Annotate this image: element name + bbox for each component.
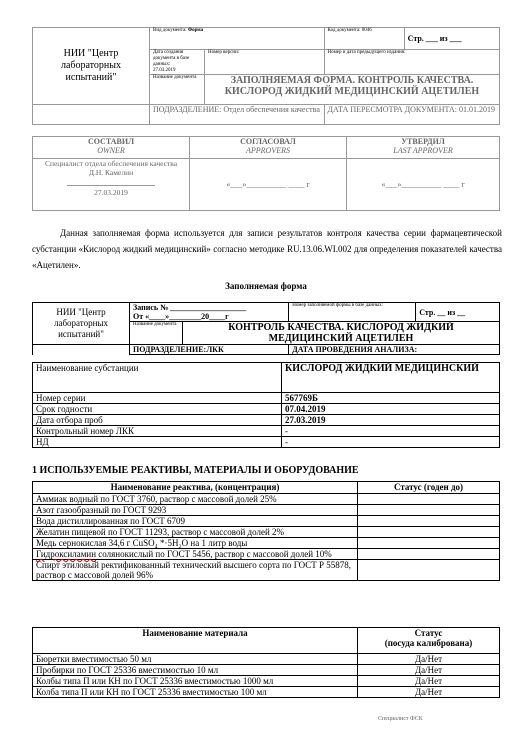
- approved-date: «___»__________ ____ г: [347, 159, 500, 211]
- table-row: [33, 687, 500, 698]
- table-row: [33, 538, 500, 549]
- composed-header: СОСТАВИЛ OWNER: [33, 137, 190, 159]
- agreed-header: СОГЛАСОВАЛ APPROVERS: [190, 137, 347, 159]
- doc-title: ЗАПОЛНЯЕМАЯ ФОРМА. КОНТРОЛЬ КАЧЕСТВА. КИСЛОРОД ЖИДКИЙ МЕДИЦИНСКИЙ АЦЕТИЛЕН: [205, 75, 500, 105]
- form-page-counter: Стр. __ из __: [416, 303, 500, 322]
- reagent-name: Аммиак водный по ГОСТ 3760, раствор с массовой долей 25%: [33, 494, 358, 505]
- material-status: Да/Нет: [358, 654, 500, 665]
- table-row: [33, 393, 500, 404]
- org-name: НИИ "Центр лабораторных испытаний": [33, 28, 150, 105]
- doc-code: Код документа: 0046: [324, 28, 404, 50]
- substance-info-table: [32, 362, 500, 448]
- info-value: КИСЛОРОД ЖИДКИЙ МЕДИЦИНСКИЙ: [282, 363, 500, 393]
- material-status: Да/Нет: [358, 676, 500, 687]
- created-cell: Дата создания документа в базе данных: 27.03.2019: [150, 50, 205, 75]
- table-row: [33, 437, 500, 448]
- table-row: [33, 676, 500, 687]
- materials-table: [32, 627, 500, 698]
- reagent-name: Спирт этиловый ректификованный технический высшего сорта по ГОСТ Р 55878, раствор с массовой долей 96%: [33, 560, 358, 581]
- table-row: [33, 426, 500, 437]
- status-col-header: Статус (годен до): [358, 482, 500, 494]
- form-title: Заполняемая форма: [225, 281, 307, 291]
- document-header-table: [32, 27, 500, 125]
- reagent-name: Желатин пищевой по ГОСТ 11293, раствор с массовой долей 2%: [33, 527, 358, 538]
- owner-signature: Специалист отдела обеспечения качества Д.Н. Камелин 27.03.2019: [33, 159, 190, 211]
- approval-table: [32, 136, 500, 211]
- analysis-date-label: ДАТА ПРОВЕДЕНИЯ АНАЛИЗА:: [289, 345, 500, 355]
- info-value: -: [282, 437, 500, 448]
- table-row: [33, 363, 500, 393]
- table-row: [33, 415, 500, 426]
- table-row: [33, 505, 500, 516]
- material-name: Колбы типа П или КН по ГОСТ 25336 вместимостью 1000 мл: [33, 676, 358, 687]
- info-value: 07.04.2019: [282, 404, 500, 415]
- info-label: Контрольный номер ЛКК: [33, 426, 282, 437]
- reagent-name: Вода дистиллированная по ГОСТ 6709: [33, 516, 358, 527]
- reagent-name: Гидроксиламин солянокислый по ГОСТ 5456, раствор с массовой долей 10%: [33, 549, 358, 560]
- table-row: [33, 494, 500, 505]
- agreed-date: «___»__________ ____ г: [190, 159, 347, 211]
- review-date: ДАТА ПЕРЕСМОТРА ДОКУМЕНТА: 01.01.2019: [324, 105, 499, 125]
- section-1-title: 1 ИСПОЛЬЗУЕМЫЕ РЕАКТИВЫ, МАТЕРИАЛЫ И ОБОРУДОВАНИЕ: [32, 465, 359, 476]
- table-row: [33, 549, 500, 560]
- form-doc-name-label: Название документа: [130, 322, 183, 345]
- info-label: Номер серии: [33, 393, 282, 404]
- info-label: НД: [33, 437, 282, 448]
- blank-number-label: Номер заполняемой формы в базе данных:: [289, 303, 416, 322]
- table-row: [33, 654, 500, 665]
- footer-signature: Специалист ФСК: [378, 716, 423, 722]
- info-value: -: [282, 426, 500, 437]
- info-label: Срок годности: [33, 404, 282, 415]
- table-row: [33, 527, 500, 538]
- intro-paragraph: Данная заполняемая форма используется для записи результатов контроля качества серии фармацевтической субстанции «Кислород жидкий медицинский» согласно методике RU.13.06.WI.002 для определения показателей качества «Ацетилен».: [32, 228, 502, 270]
- table-row: [33, 665, 500, 676]
- info-value: 567769Б: [282, 393, 500, 404]
- material-status: Да/Нет: [358, 665, 500, 676]
- page-counter: Стр. ___ из ___: [404, 28, 499, 50]
- form-header-table: [32, 302, 500, 355]
- material-name: Бюретки вместимостью 50 мл: [33, 654, 358, 665]
- reagent-name: Азот газообразный по ГОСТ 9293: [33, 505, 358, 516]
- calibration-col-header: Статус (посуда калибрована): [358, 628, 500, 654]
- material-name: Колба типа П или КН по ГОСТ 25336 вместимостью 100 мл: [33, 687, 358, 698]
- doc-type-cell: Вид документа: Форма: [150, 28, 325, 50]
- reagent-col-header: Наименование реактива, (концентрация): [33, 482, 358, 494]
- form-doc-title: КОНТРОЛЬ КАЧЕСТВА. КИСЛОРОД ЖИДКИЙ МЕДИЦИНСКИЙ АЦЕТИЛЕН: [183, 322, 500, 345]
- table-row: [33, 560, 500, 581]
- info-value: 27.03.2019: [282, 415, 500, 426]
- form-dept: ПОДРАЗДЕЛЕНИЕ:ЛКК: [130, 345, 289, 355]
- version-label: Номер версии:: [205, 50, 325, 75]
- reagent-name: Медь сернокислая 34,6 г CuSO₄ *·5H₂O на 1 литр воды: [33, 538, 358, 549]
- table-row: [33, 516, 500, 527]
- dept: ПОДРАЗДЕЛЕНИЕ: Отдел обеспечения качества: [150, 105, 325, 125]
- material-status: Да/Нет: [358, 687, 500, 698]
- doc-name-label: Название документа: [150, 75, 205, 105]
- info-label: Наименование субстанции: [33, 363, 282, 393]
- material-col-header: Наименование материала: [33, 628, 358, 654]
- approved-header: УТВЕРДИЛ LAST APPROVER: [347, 137, 500, 159]
- prev-doc-label: Номер и дата предыдущего издания:: [324, 50, 499, 75]
- form-org-name: НИИ "Центр лабораторных испытаний": [33, 303, 130, 345]
- material-name: Пробирки по ГОСТ 25336 вместимостью 10 мл: [33, 665, 358, 676]
- record-number: Запись № ___________________ От «____»________20____г: [130, 303, 289, 322]
- info-label: Дата отбора проб: [33, 415, 282, 426]
- reagents-table: [32, 481, 500, 581]
- table-row: [33, 404, 500, 415]
